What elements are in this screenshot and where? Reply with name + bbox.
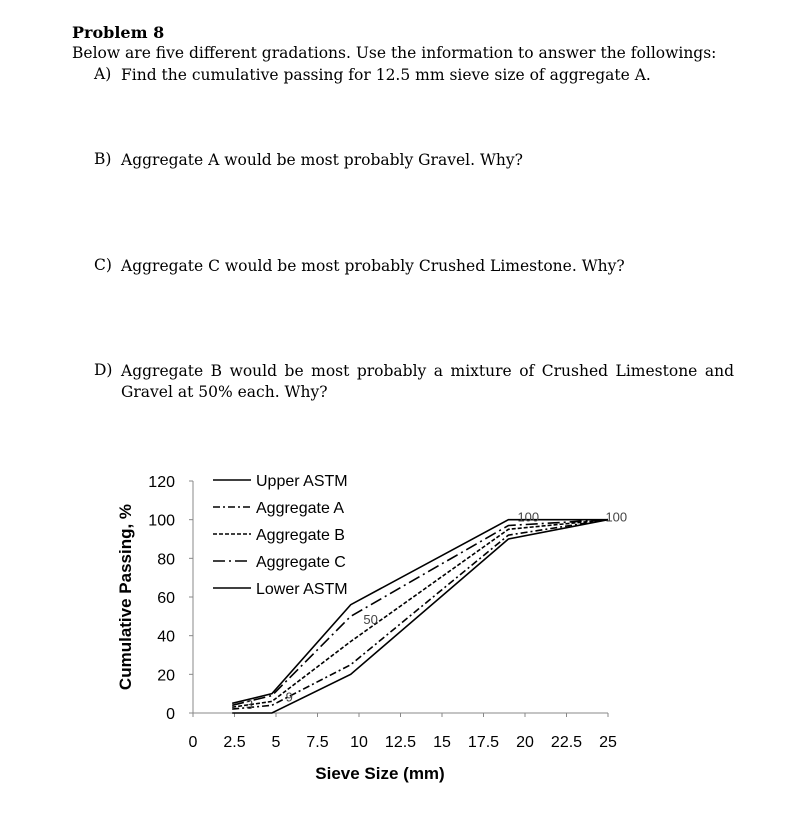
x-tick-label: 20 <box>516 734 534 751</box>
y-tick-label: 100 <box>148 512 175 530</box>
question-a-text: Find the cumulative passing for 12.5 mm sieve size of aggregate A. <box>121 66 651 84</box>
data-annotation: 100 <box>517 509 540 525</box>
x-axis-title: Sieve Size (mm) <box>315 764 445 783</box>
series-line-aggregate-c <box>232 520 608 706</box>
series-line-aggregate-b <box>232 520 608 708</box>
legend-label: Lower ASTM <box>256 581 348 598</box>
legend-label: Upper ASTM <box>256 473 348 490</box>
question-b-text: Aggregate A would be most probably Gravel. Why? <box>121 151 523 169</box>
series-line-lower-astm <box>232 520 608 713</box>
x-tick-label: 22.5 <box>550 734 583 751</box>
y-axis-title: Cumulative Passing, % <box>116 503 135 691</box>
x-tick-label: 2.5 <box>223 734 246 751</box>
x-tick-label: 7.5 <box>306 734 329 751</box>
y-tick-label: 80 <box>157 551 175 569</box>
x-tick-label: 5 <box>271 734 281 751</box>
y-tick-label: 120 <box>148 474 175 491</box>
question-c-text: Aggregate C would be most probably Crushed Limestone. Why? <box>121 257 625 275</box>
data-annotation: 9 <box>285 689 293 705</box>
series-line-upper-astm <box>232 520 608 704</box>
x-tick-label: 0 <box>188 734 198 751</box>
y-tick-label: 0 <box>166 706 175 723</box>
question-c-label: C) <box>94 256 112 274</box>
x-tick-label: 25 <box>599 734 617 751</box>
question-a-label: A) <box>94 65 112 83</box>
legend-label: Aggregate A <box>256 500 345 517</box>
x-tick-label: 17.5 <box>467 734 500 751</box>
x-tick-label: 15 <box>433 734 451 751</box>
data-annotation: 100 <box>605 509 628 525</box>
question-b-label: B) <box>94 150 112 168</box>
problem-title: Problem 8 <box>72 23 165 42</box>
problem-intro: Below are five different gradations. Use the information to answer the followings: <box>72 44 717 62</box>
y-tick-label: 20 <box>157 667 175 685</box>
y-tick-label: 40 <box>157 628 175 646</box>
question-d-text: Aggregate B would be most probably a mixture of Crushed Limestone and Gravel at 50% each. Why? <box>121 362 734 401</box>
x-tick-label: 12.5 <box>384 734 417 751</box>
question-d-label: D) <box>94 361 113 379</box>
y-tick-label: 60 <box>157 590 175 607</box>
data-annotation: 3 <box>245 697 254 713</box>
legend-label: Aggregate C <box>256 554 346 571</box>
x-tick-label: 10 <box>350 734 368 751</box>
legend-label: Aggregate B <box>256 527 345 544</box>
data-annotation: 50 <box>363 612 378 628</box>
